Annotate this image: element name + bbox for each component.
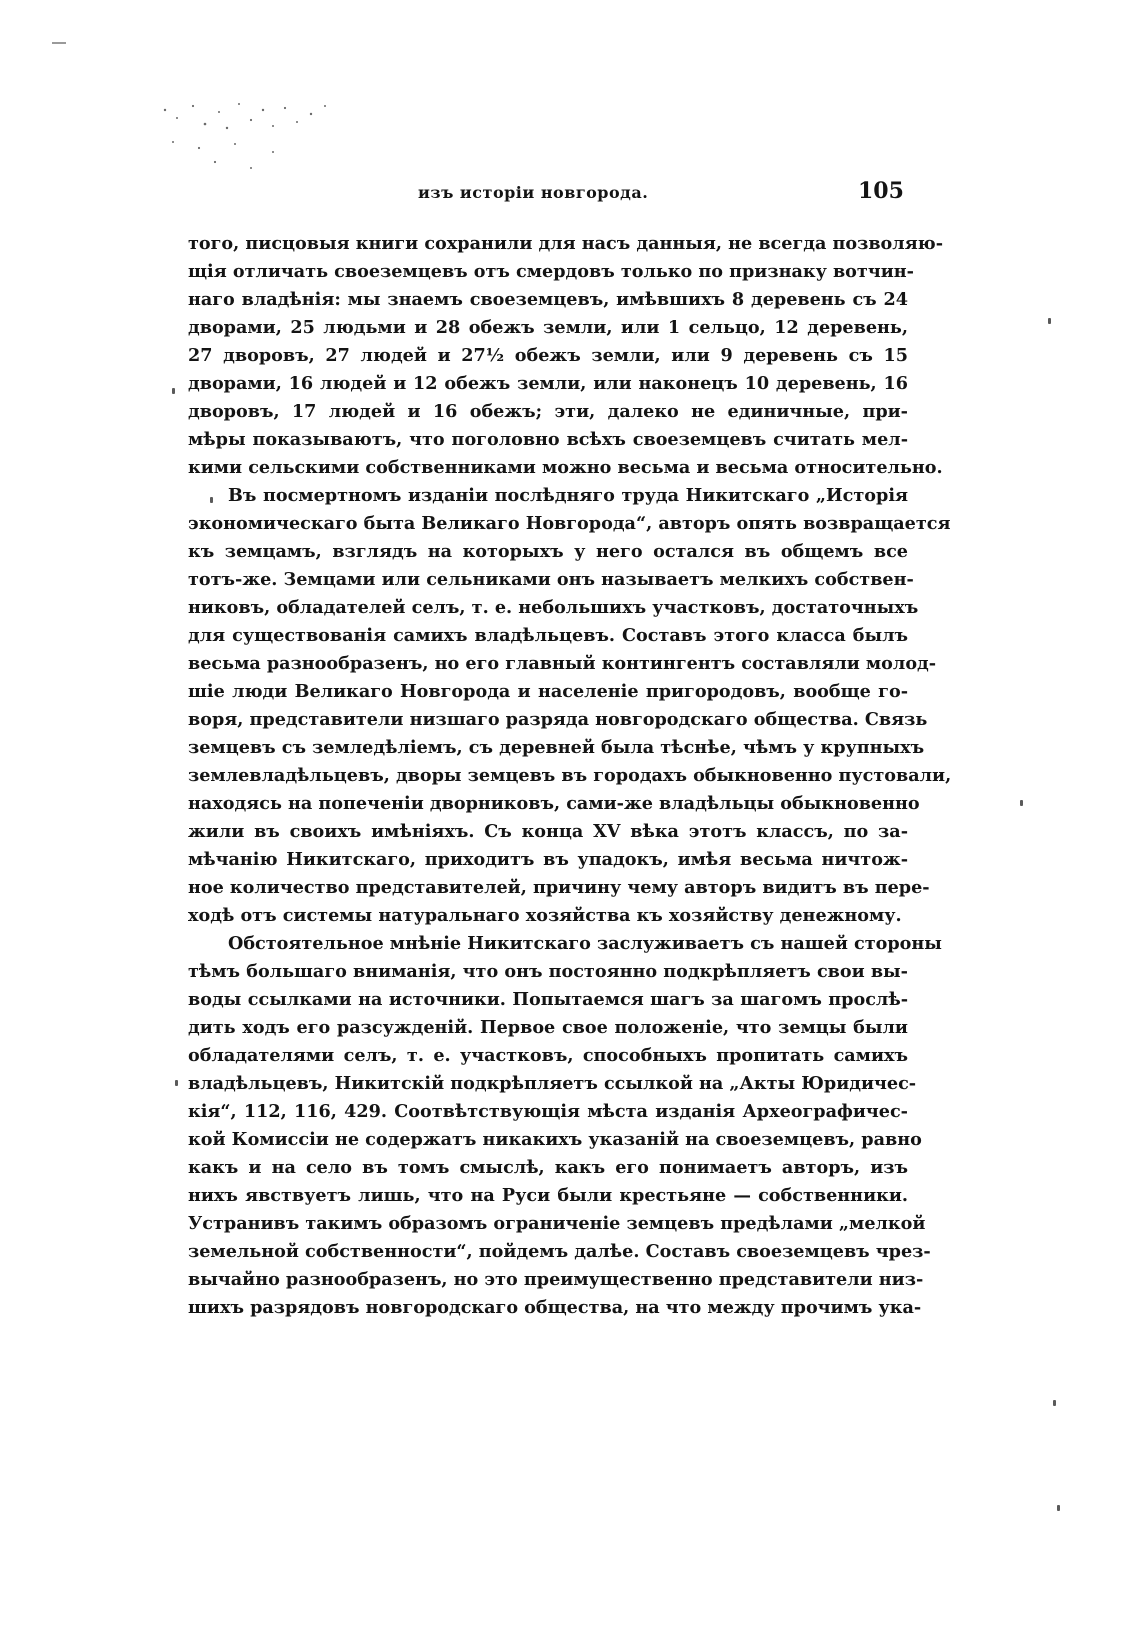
text-line: мѣчанію Никитскаго, приходитъ въ упадокъ, имѣя весьма ничтож- bbox=[188, 849, 908, 870]
text-line: кой Комиссіи не содержатъ никакихъ указаній на своеземцевъ, равно bbox=[188, 1129, 922, 1150]
text-line: мѣры показываютъ, что поголовно всѣхъ своеземцевъ считать мел- bbox=[188, 429, 908, 450]
scan-edge-mark bbox=[52, 42, 66, 44]
text-line: Устранивъ такимъ образомъ ограниченіе земцевъ предѣлами „мелкой bbox=[188, 1213, 926, 1234]
text-line: воды ссылками на источники. Попытаемся шагъ за шагомъ прослѣ- bbox=[188, 989, 908, 1010]
text-line: находясь на попеченіи дворниковъ, сами-же владѣльцы обыкновенно bbox=[188, 793, 920, 814]
margin-speck bbox=[1020, 800, 1023, 806]
margin-speck bbox=[210, 497, 213, 503]
text-line: 27 дворовъ, 27 людей и 27½ обежъ земли, или 9 деревень съ 15 bbox=[188, 345, 908, 366]
text-line: для существованія самихъ владѣльцевъ. Составъ этого класса былъ bbox=[188, 625, 908, 646]
text-line: жили въ своихъ имѣніяхъ. Съ конца XV вѣка этотъ классъ, по за- bbox=[188, 821, 908, 842]
text-line: щія отличать своеземцевъ отъ смердовъ только по признаку вотчин- bbox=[188, 261, 914, 282]
text-line: того, писцовыя книги сохранили для насъ данныя, не всегда позволяю- bbox=[188, 233, 944, 254]
text-line: владѣльцевъ, Никитскій подкрѣпляетъ ссылкой на „Акты Юридичес- bbox=[188, 1073, 917, 1094]
margin-speck bbox=[1048, 318, 1051, 324]
page-number: 105 bbox=[858, 178, 904, 204]
text-line: никовъ, обладателей селъ, т. е. небольшихъ участковъ, достаточныхъ bbox=[188, 597, 919, 618]
margin-speck bbox=[1057, 1505, 1060, 1511]
text-line: дворами, 25 людьми и 28 обежъ земли, или 1 сельцо, 12 деревень, bbox=[188, 317, 908, 338]
text-line: ное количество представителей, причину чему авторъ видитъ въ пере- bbox=[188, 877, 930, 898]
text-line: дворовъ, 17 людей и 16 обежъ; эти, далеко не единичные, при- bbox=[188, 401, 908, 422]
scan-speckles bbox=[155, 98, 355, 178]
paragraph-3 bbox=[188, 930, 942, 1322]
text-line: дить ходъ его разсужденій. Первое свое положеніе, что земцы были bbox=[188, 1017, 908, 1038]
text-line: весьма разнообразенъ, но его главный контингентъ составляли молод- bbox=[188, 653, 937, 674]
text-line: шихъ разрядовъ новгородскаго общества, на что между прочимъ ука- bbox=[188, 1297, 922, 1318]
paragraph-2 bbox=[188, 482, 952, 930]
text-line: тѣмъ большаго вниманія, что онъ постоянно подкрѣпляетъ свои вы- bbox=[188, 961, 908, 982]
text-line: Обстоятельное мнѣніе Никитскаго заслуживаетъ съ нашей стороны bbox=[228, 933, 942, 954]
paragraph-1 bbox=[188, 230, 944, 482]
body-text bbox=[188, 230, 952, 1322]
text-line: наго владѣнія: мы знаемъ своеземцевъ, имѣвшихъ 8 деревень съ 24 bbox=[188, 289, 908, 310]
text-line: кія“, 112, 116, 429. Соотвѣтствующія мѣста изданія Археографичес- bbox=[188, 1101, 908, 1122]
text-line: шіе люди Великаго Новгорода и населеніе пригородовъ, вообще го- bbox=[188, 681, 908, 702]
text-line: нихъ явствуетъ лишь, что на Руси были крестьяне — собственники. bbox=[188, 1185, 908, 1206]
margin-speck bbox=[1053, 1400, 1056, 1406]
margin-speck bbox=[172, 388, 175, 394]
text-line: обладателями селъ, т. е. участковъ, способныхъ пропитать самихъ bbox=[188, 1045, 908, 1066]
text-line: дворами, 16 людей и 12 обежъ земли, или наконецъ 10 деревень, 16 bbox=[188, 373, 908, 394]
text-line: Въ посмертномъ изданіи послѣдняго труда Никитскаго „Исторія bbox=[228, 485, 908, 506]
text-line: ходѣ отъ системы натуральнаго хозяйства къ хозяйству денежному. bbox=[188, 905, 902, 926]
text-line: кими сельскими собственниками можно весьма и весьма относительно. bbox=[188, 457, 943, 478]
running-head: изъ исторіи новгорода. bbox=[418, 183, 649, 202]
text-line: какъ и на село въ томъ смыслѣ, какъ его понимаетъ авторъ, изъ bbox=[188, 1157, 908, 1178]
text-line: воря, представители низшаго разряда новгородскаго общества. Связь bbox=[188, 709, 928, 730]
margin-speck bbox=[175, 1080, 178, 1086]
text-line: земцевъ съ земледѣліемъ, съ деревней была тѣснѣе, чѣмъ у крупныхъ bbox=[188, 737, 925, 758]
text-line: вычайно разнообразенъ, но это преимущественно представители низ- bbox=[188, 1269, 924, 1290]
text-line: землевладѣльцевъ, дворы земцевъ въ городахъ обыкновенно пустовали, bbox=[188, 765, 952, 786]
text-line: экономическаго быта Великаго Новгорода“, авторъ опять возвращается bbox=[188, 513, 951, 534]
text-line: земельной собственности“, пойдемъ далѣе. Составъ своеземцевъ чрез- bbox=[188, 1241, 931, 1262]
text-line: тотъ-же. Земцами или сельниками онъ называетъ мелкихъ собствен- bbox=[188, 569, 914, 590]
text-line: къ земцамъ, взглядъ на которыхъ у него остался въ общемъ все bbox=[188, 541, 908, 562]
